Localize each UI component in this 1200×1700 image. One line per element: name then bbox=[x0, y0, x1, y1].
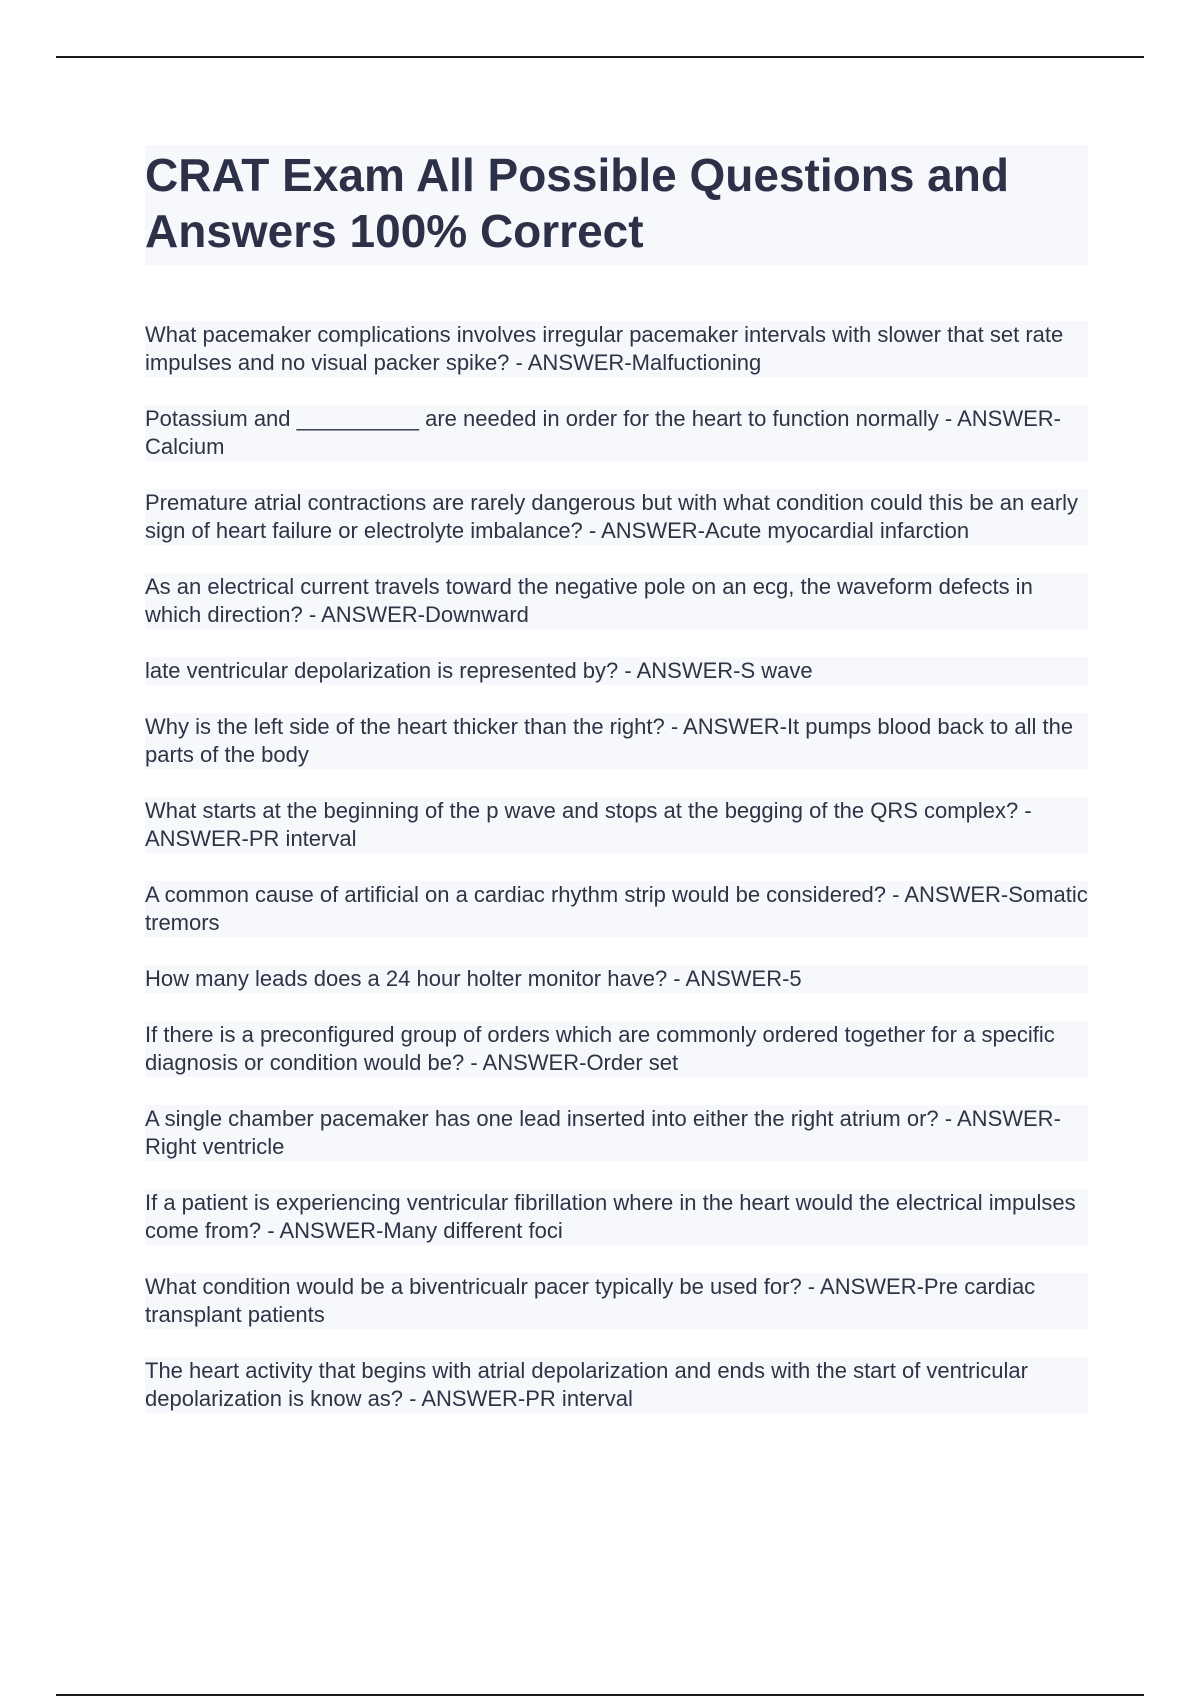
qa-item: If a patient is experiencing ventricular fibrillation where in the heart would the electrical impulses come from? - ANSWER-Many different foci bbox=[145, 1189, 1088, 1245]
qa-item: Premature atrial contractions are rarely dangerous but with what condition could this be an early sign of heart failure or electrolyte imbalance? - ANSWER-Acute myocardial infarction bbox=[145, 489, 1088, 545]
qa-item: What pacemaker complications involves irregular pacemaker intervals with slower that set rate impulses and no visual packer spike? - ANSWER-Malfuctioning bbox=[145, 321, 1088, 377]
document-title: CRAT Exam All Possible Questions and Answers 100% Correct bbox=[145, 149, 1009, 257]
qa-item: late ventricular depolarization is represented by? - ANSWER-S wave bbox=[145, 657, 1088, 685]
qa-item: A common cause of artificial on a cardiac rhythm strip would be considered? - ANSWER-Somatic tremors bbox=[145, 882, 1088, 935]
qa-item: A single chamber pacemaker has one lead inserted into either the right atrium or? - ANSWER-Right ventricle bbox=[145, 1105, 1088, 1161]
qa-item: If there is a preconfigured group of orders which are commonly ordered together for a specific diagnosis or condition would be? - ANSWER-Order set bbox=[145, 1021, 1088, 1077]
footer-rule bbox=[56, 1694, 1144, 1696]
qa-item: What starts at the beginning of the p wave and stops at the begging of the QRS complex? - ANSWER-PR interval bbox=[145, 797, 1088, 853]
document-body bbox=[145, 145, 1088, 1441]
qa-item: As an electrical current travels toward the negative pole on an ecg, the waveform defects in which direction? - ANSWER-Downward bbox=[145, 573, 1088, 629]
qa-item: How many leads does a 24 hour holter monitor have? - ANSWER-5 bbox=[145, 965, 1088, 993]
title-block bbox=[145, 145, 1088, 265]
qa-item: Why is the left side of the heart thicker than the right? - ANSWER-It pumps blood back to all the parts of the body bbox=[145, 713, 1088, 769]
qa-item: Potassium and __________ are needed in order for the heart to function normally - ANSWER-Calcium bbox=[145, 405, 1088, 461]
qa-item: What condition would be a biventricualr pacer typically be used for? - ANSWER-Pre cardiac transplant patients bbox=[145, 1273, 1088, 1329]
qa-list bbox=[145, 321, 1088, 1413]
qa-item: The heart activity that begins with atrial depolarization and ends with the start of ventricular depolarization is know as? - ANSWER-PR interval bbox=[145, 1357, 1088, 1413]
header-rule bbox=[56, 56, 1144, 58]
